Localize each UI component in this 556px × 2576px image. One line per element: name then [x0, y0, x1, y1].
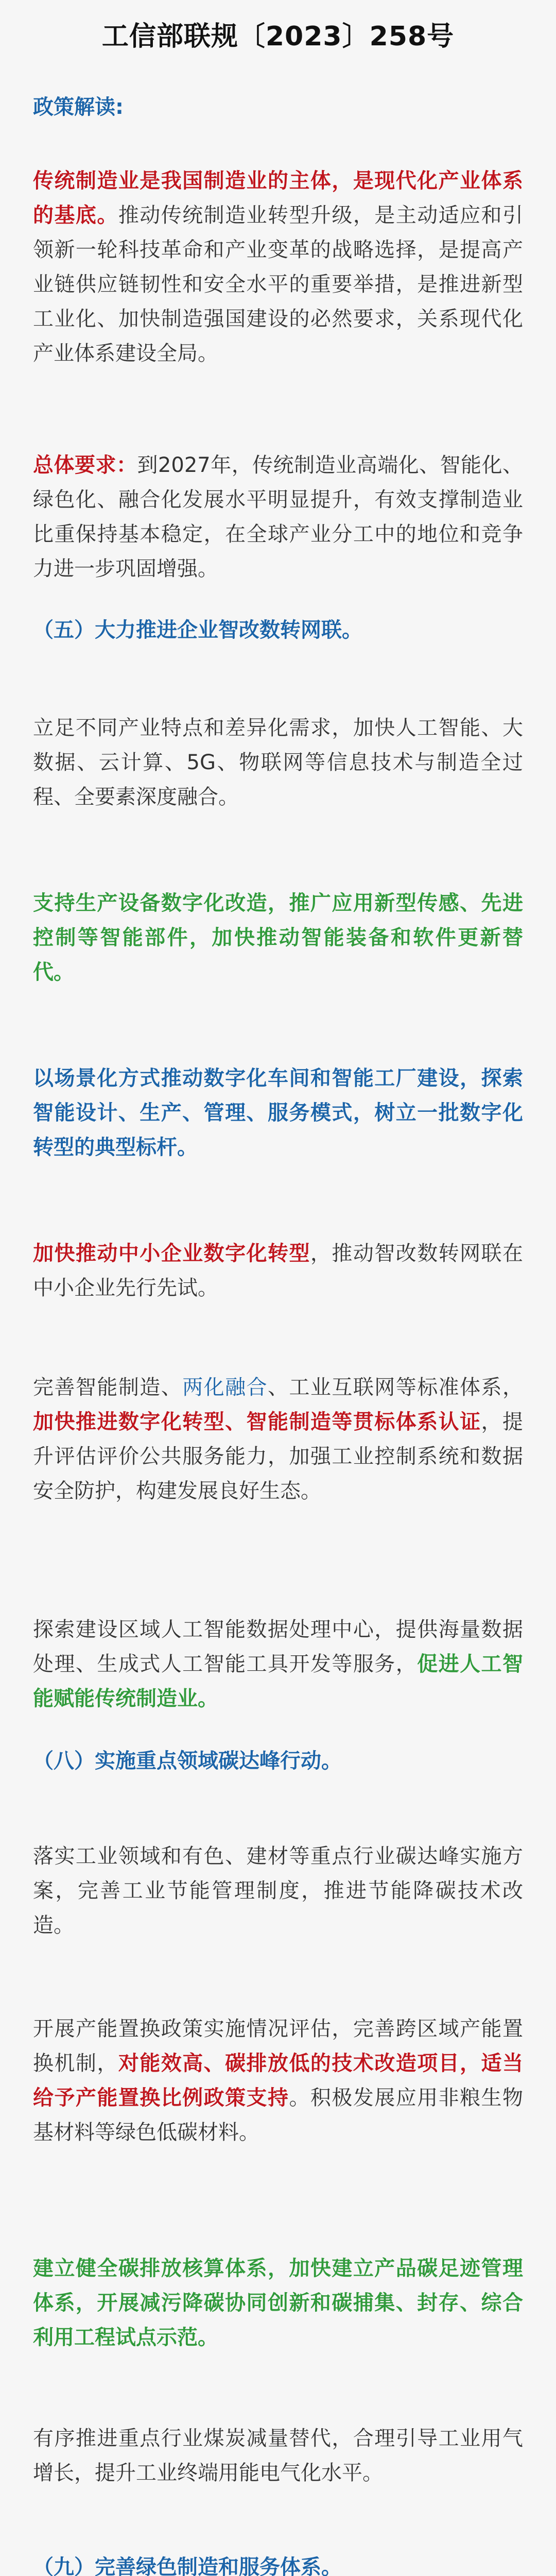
section-9-heading: （九）完善绿色制造和服务体系。: [33, 2555, 342, 2576]
section-5-paragraph-4: [33, 1236, 523, 1306]
section-5-paragraph-6: [33, 1613, 523, 1716]
intro-text: 推动传统制造业转型升级，是主动适应和引领新一轮科技革命和产业变革的战略选择，是提高产业链供应链韧性和安全水平的重要举措，是推进新型工业化、加快制造强国建设的必然要求，关系现代化产业体系建设全局。: [33, 204, 524, 365]
capacity-replacement-end: 。积极发展应用非粮生物基材料等绿色低碳材料。: [33, 2086, 524, 2144]
capacity-replacement-emphasis: 对能效高、碳排放低的技术改造项目，适当给予产能置换比例政策支持: [33, 2052, 524, 2110]
overall-requirement-label: 总体要求：: [33, 453, 137, 477]
section-8-paragraph-4: 有序推进重点行业煤炭减量替代，合理引导工业用气增长，提升工业终端用能电气化水平。: [33, 2427, 523, 2485]
section-5-paragraph-1: 立足不同产业特点和差异化需求，加快人工智能、大数据、云计算、5G、物联网等信息技术与制造全过程、全要素深度融合。: [33, 716, 523, 809]
ai-empower-emphasis: 促进人工智能赋能传统制造业。: [33, 1652, 524, 1710]
section-5-paragraph-5: [33, 1370, 523, 1509]
standards-text-c: ，提升评估评价公共服务能力，加强工业控制系统和数据安全防护，构建发展良好生态。: [33, 1410, 524, 1503]
section-8-heading: （八）实施重点领域碳达峰行动。: [33, 1749, 342, 1773]
two-integration-link[interactable]: 两化融合: [182, 1376, 268, 1399]
capacity-replacement-text: 开展产能置换政策实施情况评估，完善跨区域产能置换机制，: [33, 2017, 523, 2075]
intro-paragraph: [33, 164, 523, 371]
sme-digital-transformation-text: ，推动智改数转网联在中小企业先行先试。: [33, 1242, 524, 1300]
intro-emphasis: 传统制造业是我国制造业的主体，是现代化产业体系的基底。: [33, 169, 523, 227]
section-5-heading: （五）大力推进企业智改数转网联。: [33, 618, 362, 642]
certification-emphasis: 加快推进数字化转型、智能制造等贯标体系认证: [33, 1410, 481, 1434]
overall-requirement-text: 到2027年，传统制造业高端化、智能化、绿色化、融合化发展水平明显提升，有效支撑制造业比重保持基本稳定，在全球产业分工中的地位和竞争力进一步巩固增强。: [33, 453, 524, 581]
section-8-paragraph-3: 建立健全碳排放核算体系，加快建立产品碳足迹管理体系，开展减污降碳协同创新和碳捕集、封存、综合利用工程试点示范。: [33, 2257, 523, 2349]
section-5-paragraph-2: 支持生产设备数字化改造，推广应用新型传感、先进控制等智能部件，加快推动智能装备和软件更新替代。: [33, 891, 523, 984]
standards-text-b: 、工业互联网等标准体系，: [268, 1376, 524, 1399]
section-8-paragraph-1: 落实工业领域和有色、建材等重点行业碳达峰实施方案，完善工业节能管理制度，推进节能降碳技术改造。: [33, 1844, 523, 1937]
standards-text-a: 完善智能制造、: [33, 1376, 183, 1399]
document-title: 工信部联规〔2023〕258号: [101, 21, 455, 52]
section-5-paragraph-3: 以场景化方式推动数字化车间和智能工厂建设，探索智能设计、生产、管理、服务模式，树立一批数字化转型的典型标杆。: [33, 1066, 523, 1159]
overall-requirement-paragraph: [33, 448, 523, 586]
sme-digital-transformation-emphasis: 加快推动中小企业数字化转型: [33, 1242, 310, 1265]
section-8-paragraph-2: [33, 2012, 523, 2150]
policy-interpretation-label: 政策解读:: [33, 95, 124, 119]
ai-center-text: 探索建设区域人工智能数据处理中心，提供海量数据处理、生成式人工智能工具开发等服务，: [33, 1618, 523, 1676]
